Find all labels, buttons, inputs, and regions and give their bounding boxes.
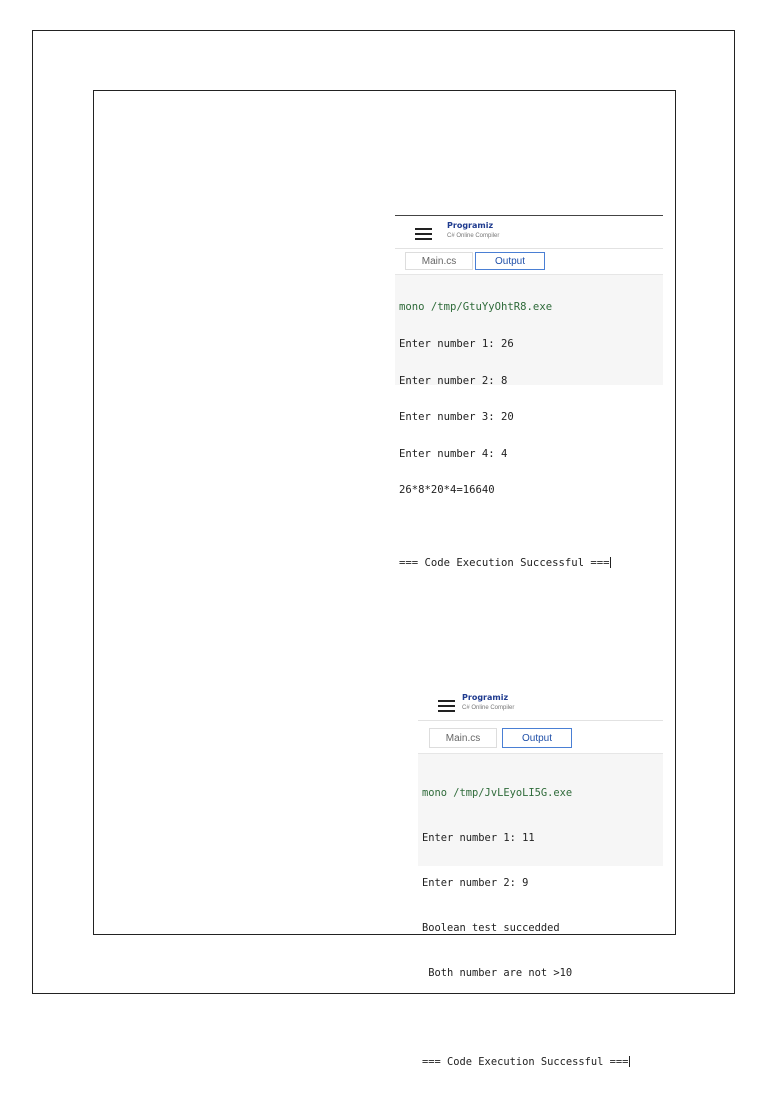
brand-name: rogramiz (467, 693, 509, 702)
text-cursor (629, 1056, 630, 1067)
compiler-screenshot-1 (395, 215, 663, 570)
console-line: Enter number 1: 11 (422, 832, 535, 844)
menu-icon[interactable] (438, 700, 455, 715)
compiler-header (395, 216, 663, 249)
menu-icon[interactable] (415, 228, 432, 243)
console-line: Enter number 3: 20 (399, 411, 514, 424)
console-command: mono /tmp/JvLEyoLI5G.exe (422, 787, 573, 799)
console-line: Enter number 2: 9 (422, 877, 529, 889)
text-cursor (610, 557, 611, 568)
console-line: Both number are not >10 (422, 967, 573, 979)
editor-tabs (395, 249, 663, 275)
compiler-subtitle: C# Online Compiler (462, 705, 515, 711)
programiz-logo (462, 693, 514, 713)
editor-tabs (418, 721, 663, 754)
compiler-screenshot-2 (418, 688, 663, 1068)
console-line: 26*8*20*4=16640 (399, 484, 495, 497)
execution-status: === Code Execution Successful === (399, 557, 610, 570)
compiler-header (418, 688, 663, 721)
tab-main-cs[interactable]: Main.cs (429, 728, 497, 748)
execution-status: === Code Execution Successful === (422, 1056, 629, 1068)
programiz-logo (447, 221, 499, 241)
tab-output[interactable]: Output (502, 728, 572, 748)
brand-mark: P (447, 221, 453, 230)
output-console (418, 754, 663, 1068)
console-command: mono /tmp/GtuYyOhtR8.exe (399, 301, 553, 314)
tab-output[interactable]: Output (475, 252, 545, 270)
console-line: Enter number 2: 8 (399, 374, 508, 387)
console-line: Enter number 1: 26 (399, 338, 514, 350)
compiler-subtitle: C# Online Compiler (447, 233, 500, 239)
brand-mark: P (462, 693, 468, 702)
output-console (395, 275, 663, 570)
console-line: Boolean test succedded (422, 922, 560, 934)
tab-main-cs[interactable]: Main.cs (405, 252, 473, 270)
console-line: Enter number 4: 4 (399, 447, 508, 460)
brand-name: rogramiz (452, 221, 494, 230)
